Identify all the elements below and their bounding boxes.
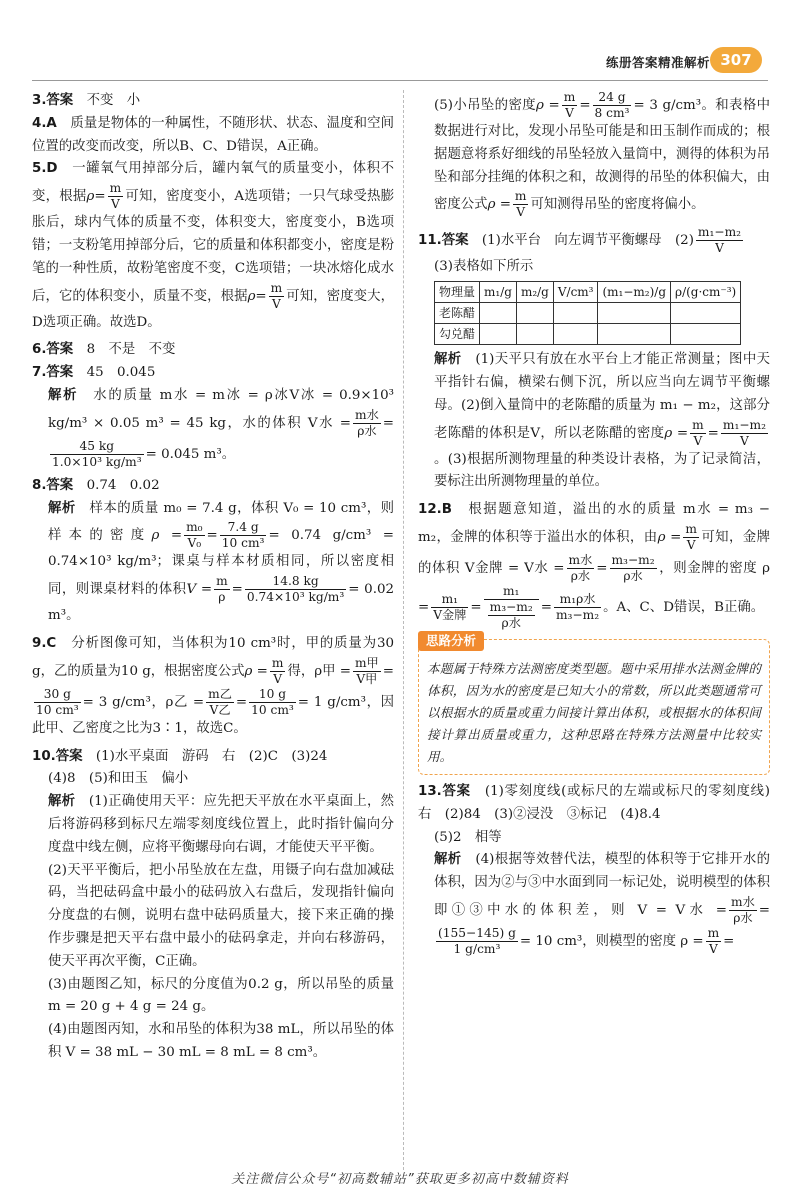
page-footer: 关注微信公众号“初高数辅站”获取更多初高中数辅资料 [231, 1172, 569, 1187]
column-divider [403, 90, 404, 1170]
table-cell [598, 324, 671, 345]
q12-fraction-c [610, 553, 657, 584]
q12-number: 12.B [418, 502, 452, 518]
q8-analysis-2: = 0.74 g/cm³ = 0.74×10³ kg/m³；课桌与样本材质相同，所以密度相同，则课桌材料的体积 [48, 528, 394, 598]
q12-ff-den: m₃−m₂ [556, 607, 600, 622]
q4 [32, 113, 394, 159]
table-cell [553, 324, 598, 345]
q12-text-3: ，则金牌的密度 ρ = [418, 560, 770, 615]
q10-fc-num: m [514, 189, 527, 204]
q5-formula-lhs: ρ= [86, 189, 106, 205]
q9-text-4: = 1 g/cm³，因此甲、乙密度之比为3∶1，故选C。 [32, 694, 395, 736]
q4-number: 4.A [32, 115, 57, 131]
table-cell [671, 324, 741, 345]
q8-analysis-1: 样本的质量 m₀ = 7.4 g，体积 V₀ = 10 cm³，则样本的密度 [48, 500, 395, 544]
q10-fb-num: 24 g [593, 90, 632, 106]
q11-table-wrap [418, 281, 770, 345]
q3-number: 3. [32, 93, 47, 108]
q5-formula [108, 181, 124, 212]
q13-fa-num: m水 [731, 894, 755, 909]
q8-analysis-3: = 0.02 m³。 [48, 582, 394, 624]
q9-fa-den: V [273, 671, 283, 686]
table-cell [516, 303, 553, 324]
q13-answer-1: (1)零刻度线(或标尺的左端或标尺的零刻度线) 右 (2)84 (3)②浸没 ③标记 (4)8.4 [418, 783, 784, 822]
q12-fa-lhs: ρ = [657, 529, 682, 545]
q13-analysis-tag: 解析 [434, 852, 462, 868]
q7-analysis-2: = 0.045 m³。 [145, 446, 236, 462]
q10-eq: = [579, 98, 591, 113]
q12-fd-num: m₁ [431, 592, 468, 608]
analysis-box-text: 本题属于特殊方法测密度类型题。题中采用排水法测金牌的体积，因为水的密度是已知大小的常数，所以此类题通常可以根据水的质量或重力间接计算出体积，或根据水的体积间接计算出质量或重力，这种思路在特殊方法测量中比较实用。 [427, 660, 761, 764]
analysis-box-title: 思路分析 [418, 631, 484, 651]
q5-formula2-den: V [272, 296, 281, 311]
q13-fa-den: ρ水 [733, 910, 753, 925]
q10-fa-den: V [565, 106, 574, 120]
q8-eq: = [206, 528, 218, 544]
table-head-cell: ρ/(g·cm⁻³) [671, 282, 741, 303]
q9-fb-den: V甲 [356, 671, 378, 686]
q9-fraction-c [34, 687, 81, 718]
q12-fe-num: m₁ [484, 584, 539, 600]
q8-fc-num: m [216, 574, 228, 589]
q13-tag: 答案 [441, 783, 471, 799]
q5-formula-2 [269, 281, 285, 312]
table-head-cell: V/cm³ [553, 282, 598, 303]
q11-fb-num: m₁−m₂ [722, 417, 766, 432]
q12-fe-inner [488, 600, 535, 631]
q10-answer-line-2: (4)8 (5)和田玉 偏小 [48, 771, 189, 787]
q3-answer: 不变 小 [86, 93, 141, 108]
q11-fa-num: m [692, 417, 704, 432]
q10-fa-lhs: ρ = [536, 98, 560, 113]
q13 [418, 781, 784, 827]
q11-eq: = [707, 425, 719, 441]
q12-eq: = [596, 560, 608, 576]
q7-analysis-tag: 解析 [48, 387, 79, 403]
table-cell [671, 303, 741, 324]
q12-text-4: 。A、C、D错误，B正确。 [603, 599, 765, 615]
q12-fraction-d [431, 592, 468, 623]
q12-fraction-e [484, 584, 539, 631]
q8-fraction-d [245, 574, 346, 605]
q8-number: 8. [32, 477, 47, 493]
q5-formula-num: m [109, 181, 122, 196]
table-head-cell: m₁/g [480, 282, 517, 303]
q10-number: 10. [32, 748, 56, 764]
q9-fe-num: 10 g [249, 687, 296, 703]
header-title: 练册答案精准解析 [605, 55, 710, 70]
q8-fraction-a [184, 520, 204, 551]
q10-fraction-b [593, 90, 632, 121]
q10-answer-1: (1)水平桌面 游码 右 (2)C (3)24 [95, 748, 328, 764]
q3 [32, 90, 394, 113]
q7-analysis-1: 水的质量 m水 = m冰 = ρ冰V冰 = 0.9×10³ kg/m³ × 0.05 m³ = 45 kg，水的体积 V水 = [48, 387, 394, 431]
q9-text-1: 分析图像可知，当体积为10 cm³时，甲的质量为30 g，乙的质量为10 g，根据密度公式 [32, 635, 395, 679]
q10-fc-den: V [516, 205, 526, 220]
q9-fa-lhs: ρ = [244, 663, 268, 679]
q5-text-2: 可知，密度变小，A选项错；一只气球受热膨胀后，球内气体的质量不变，体积变大，密度变小，B选项错；一支粉笔用掉部分后，它的质量和体积都变小，密度是粉笔的一种性质，故粉笔密度不变，C选项错；一块冰熔化成水后，它的体积变小，质量不变，根据 [32, 189, 395, 304]
q11-analysis-1: (1)天平只有放在水平台上才能正常测量；图中天平指针右偏，横梁右侧下沉，所以应当向左调节平衡螺母。(2)倒入量筒中的老陈醋的质量为 m₁ − m₂，这部分老陈醋的体积是V，所以老陈醋的密度 [434, 352, 771, 441]
q9-fe-den: 10 cm³ [251, 702, 294, 717]
q9-fraction-b [353, 656, 381, 687]
q12 [418, 499, 770, 631]
q11-af-num: m₁−m₂ [697, 225, 742, 240]
q13-fb-den: 1 g/cm³ [453, 941, 501, 956]
q5-formula2-num: m [270, 280, 283, 295]
table-cell [516, 324, 553, 345]
q11-analysis [418, 349, 770, 494]
q6-number: 6. [32, 342, 47, 358]
table-head-cell: (m₁−m₂)/g [598, 282, 671, 303]
q11-fa-lhs: ρ = [664, 425, 689, 441]
q9-fraction-d [206, 687, 234, 718]
q5 [32, 158, 394, 334]
q12-text-2: 可知，金牌的体积 V金牌 = V水 = [418, 529, 770, 576]
q8-analysis [32, 498, 394, 628]
q8-fc-den: ρ [218, 590, 226, 605]
q8-answer: 0.74 0.02 [86, 477, 160, 493]
q7-fraction-1 [353, 408, 381, 439]
q10-fraction-a [562, 90, 578, 121]
q12-fb-den: ρ水 [570, 568, 591, 583]
q3-tag: 答案 [46, 93, 74, 108]
q6 [32, 339, 394, 362]
q8-fb-num: 7.4 g [220, 520, 267, 536]
q12-eq-3: = [540, 599, 552, 615]
q8-fa-den: V₀ [187, 536, 202, 551]
q12-fa-num: m [685, 521, 697, 536]
q10-p4: (4)由题图丙知，水和吊坠的体积为38 mL，所以吊坠的体积 V = 38 mL − 30 mL = 8 mL = 8 cm³。 [48, 1022, 394, 1060]
q10-fa-num: m [563, 90, 576, 104]
q12-eq-2: = [470, 599, 482, 615]
q13-analysis-3: = [723, 933, 735, 949]
q10-fc-lhs: ρ = [487, 197, 511, 213]
q8 [32, 475, 394, 498]
q10-p5-a: (5)小吊坠的密度 [434, 98, 537, 113]
q13-fc-num: m [707, 925, 720, 940]
table-head-cell: m₂/g [516, 282, 553, 303]
table-row-label: 勾兑醋 [435, 324, 480, 345]
q6-tag: 答案 [46, 342, 74, 358]
q10-p3: (3)由题图乙知，标尺的分度值为0.2 g，所以吊坠的质量 m = 20 g + 4 g = 24 g。 [48, 976, 394, 1015]
q11-analysis-2: 。(3)根据所测物理量的种类设计表格，为了记录简洁，要标注出所测物理量的单位。 [434, 451, 770, 490]
header-rule [32, 80, 768, 81]
q8-tag: 答案 [46, 477, 74, 493]
table-cell [598, 303, 671, 324]
q12-fraction-b [567, 553, 595, 584]
q9-fd-num: m乙 [208, 686, 232, 701]
q13-analysis [418, 849, 770, 957]
q9-fa-num: m [271, 655, 284, 670]
q13-answer-2: (5)2 相等 [434, 829, 502, 845]
q13-number: 13. [418, 783, 442, 799]
page-number-badge: 307 [710, 47, 762, 73]
table-row-label: 老陈醋 [435, 303, 480, 324]
q9 [32, 633, 394, 741]
q10 [32, 746, 394, 769]
q11-answer-fraction [696, 225, 743, 256]
q9-fd-den: V乙 [209, 702, 231, 717]
q11-answer-3: (3)表格如下所示 [434, 259, 534, 275]
table-header-row [435, 282, 741, 303]
q7-fr2-den: 1.0×10³ kg/m³ [52, 454, 142, 469]
q12-fa-den: V [686, 537, 696, 552]
q11-analysis-tag: 解析 [434, 352, 462, 368]
q7-eq: = [382, 415, 394, 431]
q13-eq: = [758, 902, 770, 918]
q12-fc-den: ρ水 [623, 568, 643, 583]
q11-number: 11. [418, 233, 442, 249]
q11-fraction-b [721, 418, 768, 449]
q5-formula2-lhs: ρ= [247, 288, 267, 304]
q9-number: 9.C [32, 635, 57, 651]
table-row [435, 324, 741, 345]
q11-tag: 答案 [441, 233, 469, 249]
q9-eq-2: = [235, 694, 248, 710]
q6-answer: 8 不是 不变 [86, 342, 176, 358]
q9-eq: = [382, 663, 394, 679]
q10-analysis-tag: 解析 [48, 794, 76, 810]
q10-p1: (1)正确使用天平：应先把天平放在水平桌面上，然后将游码移到标尺左端零刻度线位置上，此时指针偏向分度盘中线左侧，应将平衡螺母向右调，才能使天平平衡。 [48, 794, 395, 855]
q9-fb-num: m甲 [355, 655, 379, 670]
q7-fr2-num: 45 kg [50, 439, 144, 455]
q11-fa-den: V [693, 433, 703, 448]
q11 [418, 225, 770, 256]
q5-number: 5.D [32, 161, 58, 177]
q12-fraction-f [554, 592, 601, 623]
q12-fe-den-num: m₃−m₂ [489, 599, 533, 614]
q10-analysis-1 [32, 791, 394, 859]
q12-fe-den-den: ρ水 [501, 615, 521, 630]
q9-text-2: 得，ρ甲 = [287, 663, 351, 679]
q13-analysis-1: (4)根据等效替代法，模型的体积等于它排开水的体积，因为②与③中水面到同一标记处，说明模型的体积即①③中水的体积差，则 V = V水 = [434, 852, 771, 918]
q7-answer: 45 0.045 [86, 365, 156, 381]
table-cell [480, 324, 517, 345]
q12-fe-den [484, 600, 539, 631]
q8-fa-num: m₀ [186, 520, 203, 535]
q8-fraction-c [214, 574, 230, 605]
q13-fb-num: (155−145) g [438, 925, 516, 940]
q13-fc-den: V [708, 941, 718, 956]
q7-analysis [32, 385, 394, 470]
q8-eq-2: = [231, 582, 243, 598]
q5-text-3: 可知，密度变大，D选项正确。故选D。 [32, 288, 394, 330]
q7-fraction-2 [50, 439, 144, 470]
q8-fc-lhs: V = [186, 582, 213, 598]
q10-tag: 答案 [55, 748, 83, 764]
table-cell [480, 303, 517, 324]
q11-table [434, 281, 741, 345]
q9-fc-num: 30 g [34, 687, 81, 703]
q8-fd-num: 14.8 kg [245, 574, 346, 590]
q4-text: 质量是物体的一种属性，不随形状、状态、温度和空间位置的改变而改变，所以B、C、D错误，A正确。 [32, 115, 395, 154]
q12-fd-den: V金牌 [433, 607, 467, 622]
q10-fb-den: 8 cm³ [594, 106, 630, 120]
right-column [418, 90, 784, 957]
q10-p5 [418, 90, 770, 220]
analysis-box [418, 632, 770, 775]
q12-fb-num: m水 [568, 552, 593, 567]
q8-fa-lhs: ρ = [151, 528, 183, 544]
q10-p2: (2)天平平衡后，把小吊坠放在左盘，用镊子向右盘加减砝码，当把砝码盒中最小的砝码放入右盘后，发现指针偏向分度盘的右侧，说明右盘中砝码质量大，接下来正确的操作步骤是把天平右盘中最小的砝码拿走，并向右移游码，使天平再次平衡，C正确。 [48, 862, 394, 969]
q8-fd-den: 0.74×10³ kg/m³ [246, 590, 345, 605]
q8-fb-den: 10 cm³ [221, 536, 265, 551]
q13-analysis-2: = 10 cm³，则模型的密度 ρ = [519, 933, 704, 949]
q5-text-1: 一罐氧气用掉部分后，罐内氧气的质量变小，体积不变，根据 [32, 161, 395, 205]
q11-answer-1: (1)水平台 向左调节平衡螺母 (2) [481, 233, 694, 249]
q11-fraction-a [690, 418, 706, 449]
q10-fraction-c [513, 189, 529, 220]
q12-ff-num: m₁ρ水 [554, 592, 601, 608]
q7-number: 7. [32, 365, 47, 381]
q8-fraction-b [220, 520, 267, 551]
q5-formula-den: V [110, 197, 120, 212]
q12-fc-num: m₃−m₂ [611, 552, 655, 567]
q13-fraction-a [729, 895, 757, 926]
q10-p5-c: 可知测得吊坠的密度将偏小。 [530, 197, 705, 213]
q12-text-1: 根据题意知道，溢出的水的质量 m水 = m₃ − m₂，金牌的体积等于溢出水的体积，由 [418, 502, 771, 545]
q10-p5-b: = 3 g/cm³。和表格中数据进行对比，发现小吊坠可能是和田玉制作而成的；根据题意将系好细线的吊坠轻放入量筒中，测得的体积为吊坠和部分挂绳的体积之和，故测得的吊坠的体积偏大，由密度公式 [434, 98, 770, 213]
q7-fr1-num: m水 [355, 407, 379, 422]
q9-fc-den: 10 cm³ [36, 702, 79, 717]
q8-analysis-tag: 解析 [48, 500, 76, 516]
q12-fraction-a [683, 522, 699, 553]
table-row [435, 303, 741, 324]
q13-fraction-b [436, 926, 518, 957]
q11-fb-den: V [740, 433, 749, 448]
table-cell [553, 303, 598, 324]
left-column [32, 90, 394, 1065]
q11-af-den: V [715, 241, 724, 256]
q13-fraction-c [706, 926, 722, 957]
q7-fr1-den: ρ水 [357, 423, 377, 438]
q7-tag: 答案 [46, 365, 74, 381]
q9-text-3: = 3 g/cm³，ρ乙 = [82, 694, 205, 710]
table-head-cell: 物理量 [435, 282, 480, 303]
q9-fraction-e [249, 687, 296, 718]
q9-fraction-a [270, 656, 286, 687]
page-header [0, 0, 800, 80]
q7 [32, 362, 394, 385]
